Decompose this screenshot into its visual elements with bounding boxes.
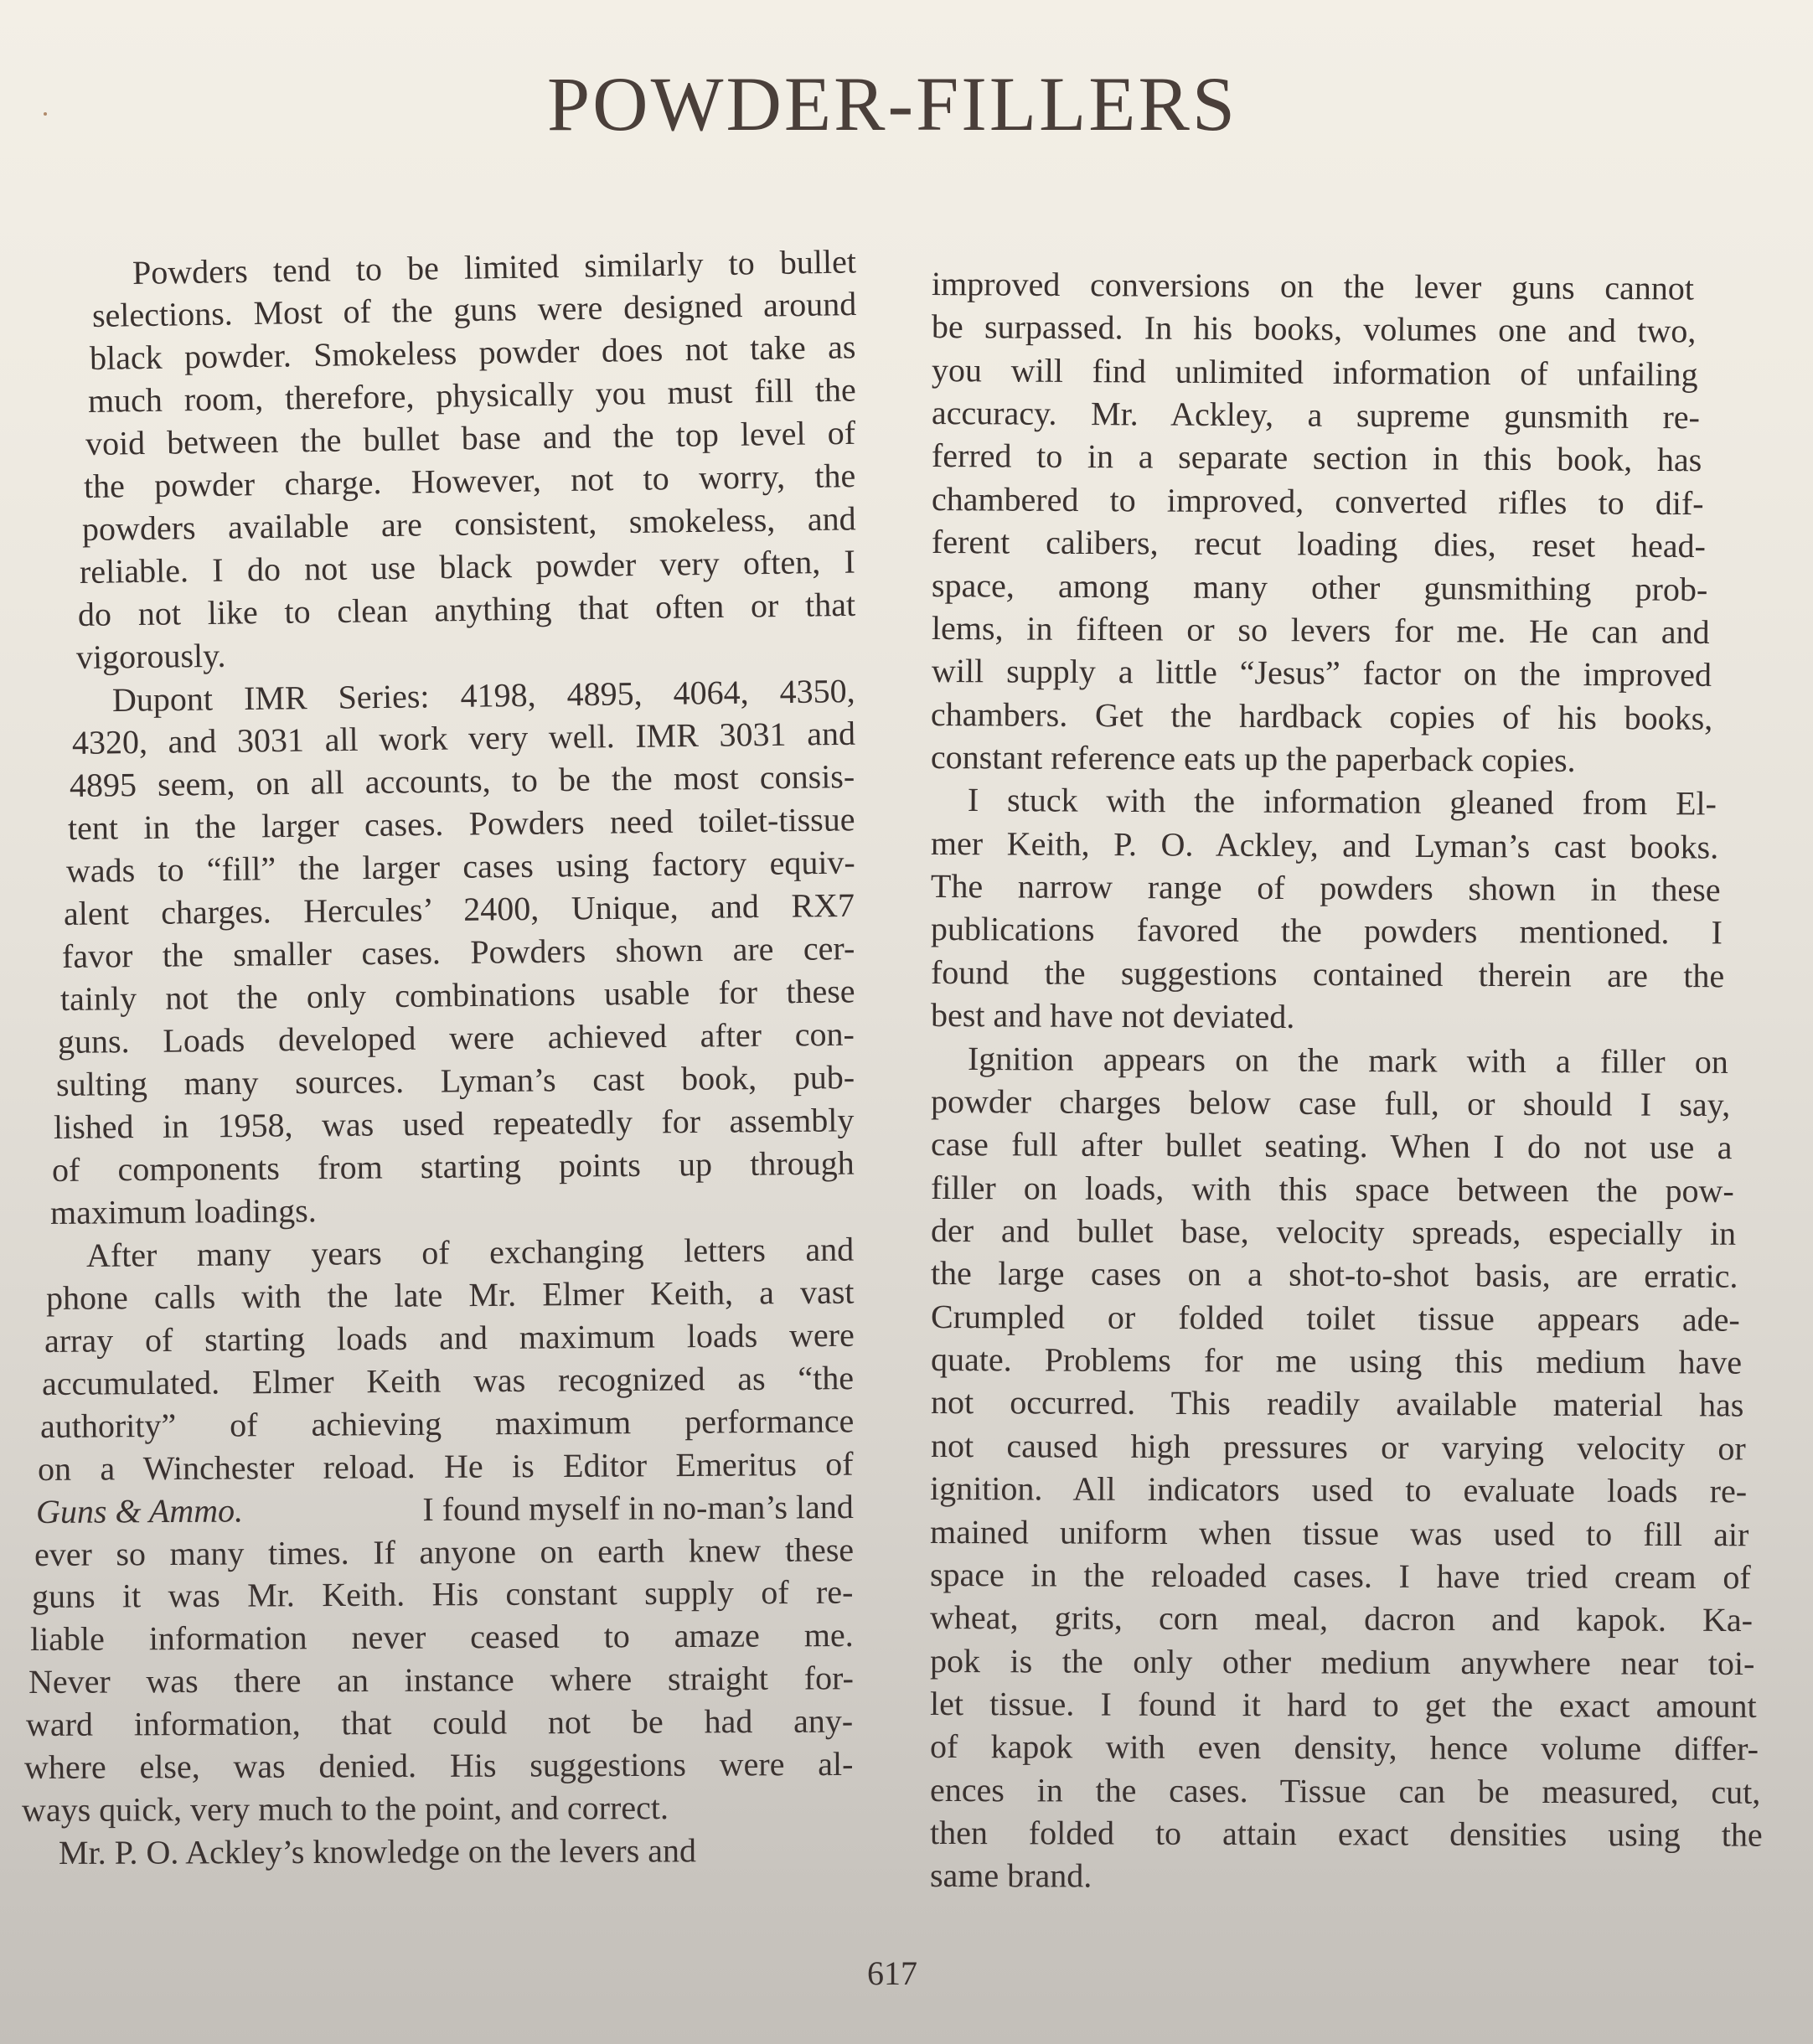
text-line: tainly not the only combinations usable for these [59, 972, 855, 1018]
text-line: Crumpled or folded toilet tissue appears ade- [930, 1297, 1740, 1339]
text-line: mained uniform when tissue was used to fill air [930, 1512, 1749, 1553]
text-line: favor the smaller cases. Powders shown are cer- [61, 928, 855, 975]
text-line: improved conversions on the lever guns cannot [931, 265, 1695, 307]
text-line: wads to “fill” the larger cases using factory equiv- [65, 843, 855, 890]
text-line: ferred to in a separate section in this book, has [931, 436, 1702, 479]
text-line: tent in the larger cases. Powders need toilet-tissue [67, 800, 855, 847]
text-line: Ignition appears on the mark with a filler on [967, 1039, 1728, 1081]
text-line: ways quick, very much to the point, and correct. [22, 1788, 669, 1830]
text-line: pok is the only other medium anywhere near toi- [930, 1641, 1755, 1682]
text-line: do not like to clean anything that often or that [77, 585, 856, 633]
text-line: filler on loads, with this space between the pow- [930, 1168, 1734, 1210]
text-line: black powder. Smokeless powder does not take as [89, 328, 857, 377]
text-line: publications favored the powders mentioned. I [931, 910, 1723, 952]
text-line: where else, was denied. His suggestions were al- [23, 1745, 854, 1787]
text-line: array of starting loads and maximum loads were [44, 1315, 855, 1360]
text-line: ever so many times. If anyone on earth knew these [34, 1530, 854, 1573]
text-line: you will find unlimited information of unfailing [931, 350, 1698, 394]
text-line: 4895 seem, on all accounts, to be the most consis- [70, 756, 855, 804]
text-line: the powder charge. However, not to worry, the [83, 456, 856, 505]
text-line: ignition. All indicators used to evaluate loads re- [930, 1469, 1748, 1510]
text-line: der and bullet base, velocity spreads, especially in [930, 1210, 1737, 1252]
text-line: much room, therefore, physically you must fill the [87, 370, 856, 420]
text-line: of kapok with even density, hence volume differ- [930, 1727, 1759, 1768]
text-line: let tissue. I found it hard to get the exact amount [930, 1684, 1757, 1725]
text-line: accuracy. Mr. Ackley, a supreme gunsmith re- [931, 394, 1700, 436]
text-line: maximum loadings. [49, 1190, 317, 1231]
text-line: sulting many sources. Lyman’s cast book, pub- [55, 1057, 855, 1103]
text-line [36, 1485, 854, 1533]
text-line: then folded to attain exact densities using the [929, 1814, 1763, 1854]
text-line: lished in 1958, was used repeatedly for assembly [54, 1100, 855, 1146]
text-line: ferent calibers, recut loading dies, reset head- [931, 523, 1706, 565]
text-line: ward information, that could not be had any- [26, 1702, 854, 1744]
text-line: After many years of exchanging letters and [86, 1230, 855, 1274]
text-line: mer Keith, P. O. Ackley, and Lyman’s cast books. [931, 823, 1719, 866]
page-number: 617 [867, 1954, 917, 1992]
text-line: guns. Loads developed were achieved after con- [57, 1014, 855, 1061]
text-line-rest: I found myself in no-man’s land [422, 1487, 854, 1528]
text-line: reliable. I do not use black powder very often, I [80, 542, 856, 591]
text-line: not occurred. This readily available material has [930, 1383, 1744, 1424]
text-line: The narrow range of powders shown in these [931, 867, 1721, 909]
text-line: phone calls with the late Mr. Elmer Keith, a vast [45, 1272, 855, 1317]
text-line: Never was there an instance where straight for- [28, 1659, 854, 1701]
text-line: powder charges below case full, or should I say, [930, 1081, 1731, 1123]
text-line: chambered to improved, converted rifles to dif- [931, 479, 1704, 522]
text-line: liable information never ceased to amaze me. [29, 1616, 854, 1659]
text-line: vigorously. [75, 636, 226, 676]
text-line: space in the reloaded cases. I have tried cream of [930, 1555, 1752, 1597]
text-line: Mr. P. O. Ackley’s knowledge on the levers and [58, 1831, 697, 1872]
text-line: best and have not deviated. [930, 996, 1295, 1036]
text-line: wheat, grits, corn meal, dacron and kapok. Ka- [930, 1598, 1754, 1639]
text-line: chambers. Get the hardback copies of his books, [931, 694, 1713, 737]
text-line: 4320, and 3031 all work very well. IMR 3031 and [71, 714, 856, 761]
text-line: case full after bullet seating. When I do not use a [930, 1125, 1733, 1167]
text-line: will supply a little “Jesus” factor on the improved [931, 652, 1712, 694]
page-title: POWDER-FILLERS [547, 61, 1237, 147]
text-line: of components from starting points up through [51, 1143, 855, 1189]
text-line: constant reference eats up the paperback copies. [931, 737, 1577, 779]
text-line: I stuck with the information gleaned from El- [968, 781, 1717, 823]
text-line: space, among many other gunsmithing prob- [931, 565, 1707, 608]
text-line: found the suggestions contained therein are the [931, 952, 1725, 995]
text-line: ences in the cases. Tissue can be measured, cut, [930, 1770, 1761, 1811]
text-line: on a Winchester reload. He is Editor Emeritus of [38, 1444, 855, 1488]
text-line: Powders tend to be limited similarly to bullet [132, 242, 857, 292]
italic-magazine-title: Guns & Ammo. [35, 1491, 244, 1530]
text-line: void between the bullet base and the top level of [85, 413, 856, 462]
text-line: selections. Most of the guns were designed around [91, 284, 857, 334]
text-line: Dupont IMR Series: 4198, 4895, 4064, 4350, [111, 671, 856, 719]
text-line: authority” of achieving maximum performance [39, 1401, 855, 1445]
text-line: accumulated. Elmer Keith was recognized as “the [41, 1358, 855, 1402]
text-line: the large cases on a shot-to-shot basis, are erratic. [930, 1254, 1738, 1296]
text-line: quate. Problems for me using this medium have [930, 1340, 1742, 1381]
text-line: same brand. [929, 1856, 1092, 1895]
text-line: alent charges. Hercules’ 2400, Unique, and RX7 [64, 885, 855, 932]
text-line: not caused high pressures or varying velocity or [930, 1426, 1746, 1468]
text-line: powders available are consistent, smokeless, and [81, 499, 856, 548]
text-line: be surpassed. In his books, volumes one and two, [931, 307, 1697, 350]
text-line: guns it was Mr. Keith. His constant supply of re- [32, 1573, 854, 1616]
text-line: lems, in fifteen or so levers for me. He can and [931, 608, 1710, 651]
